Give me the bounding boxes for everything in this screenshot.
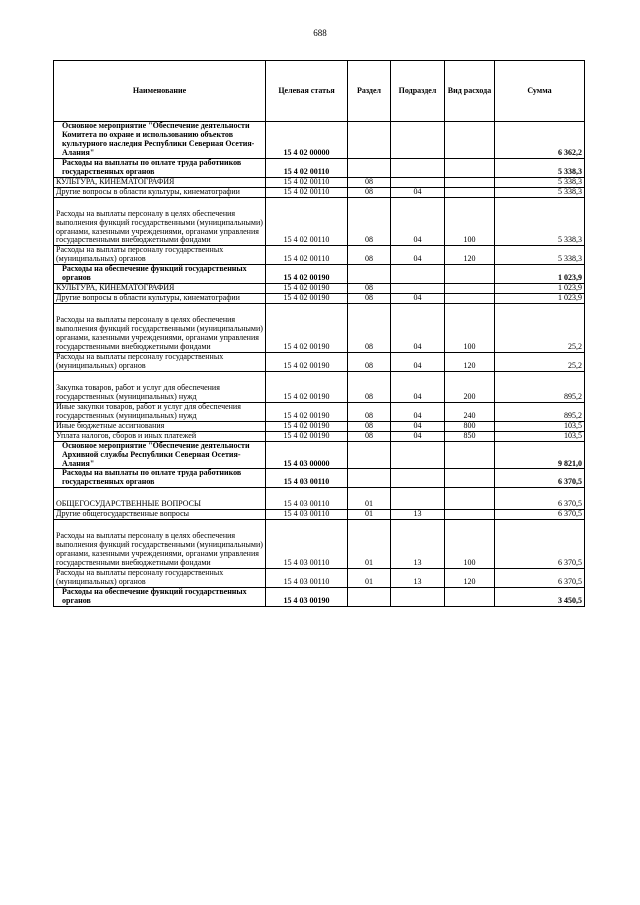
- row-expense-type: [445, 488, 495, 510]
- row-section: [348, 587, 391, 606]
- row-target-code: 15 4 02 00190: [266, 265, 348, 284]
- row-target-code: 15 4 02 00110: [266, 197, 348, 246]
- table-row: [54, 441, 585, 469]
- row-target-code: 15 4 02 00110: [266, 187, 348, 197]
- row-sum: 3 450,5: [495, 587, 585, 606]
- row-subsection: [391, 177, 445, 187]
- header-code: Целевая статья: [266, 61, 348, 122]
- table-row: [54, 402, 585, 421]
- row-name: Расходы на выплаты персоналу в целях обеспечения выполнения функций государственными (муниципальными) органами, казенными учреждениями, органами управления государственными внебюджетными фондами: [54, 197, 266, 246]
- table-row: [54, 510, 585, 520]
- row-expense-type: 850: [445, 431, 495, 441]
- row-subsection: [391, 158, 445, 177]
- row-target-code: 15 4 02 00190: [266, 402, 348, 421]
- row-subsection: 04: [391, 197, 445, 246]
- row-section: 08: [348, 187, 391, 197]
- row-expense-type: 240: [445, 402, 495, 421]
- table-row: [54, 569, 585, 588]
- row-subsection: 04: [391, 431, 445, 441]
- row-section: 01: [348, 510, 391, 520]
- row-expense-type: [445, 294, 495, 304]
- row-name: Расходы на выплаты персоналу в целях обеспечения выполнения функций государственными (муниципальными) органами, казенными учреждениями, органами управления государственными внебюджетными фондами: [54, 304, 266, 353]
- row-subsection: [391, 488, 445, 510]
- row-name: Расходы на выплаты персоналу государственных (муниципальных) органов: [54, 569, 266, 588]
- table-row: [54, 265, 585, 284]
- row-subsection: 04: [391, 371, 445, 402]
- row-expense-type: 100: [445, 197, 495, 246]
- row-section: 08: [348, 352, 391, 371]
- row-name: Основное мероприятие "Обеспечение деятельности Архивной службы Республики Северная Осетия-Алания": [54, 441, 266, 469]
- row-subsection: 04: [391, 246, 445, 265]
- table-row: [54, 246, 585, 265]
- row-subsection: 13: [391, 569, 445, 588]
- row-target-code: 15 4 03 00110: [266, 520, 348, 569]
- row-sum: 103,5: [495, 431, 585, 441]
- row-section: 08: [348, 421, 391, 431]
- row-name: Расходы на выплаты по оплате труда работников государственных органов: [54, 469, 266, 488]
- row-subsection: 04: [391, 294, 445, 304]
- row-subsection: 13: [391, 510, 445, 520]
- header-subsection: Подраздел: [391, 61, 445, 122]
- row-name: ОБЩЕГОСУДАРСТВЕННЫЕ ВОПРОСЫ: [54, 488, 266, 510]
- row-section: 01: [348, 520, 391, 569]
- row-sum: 6 370,5: [495, 488, 585, 510]
- header-sum: Сумма: [495, 61, 585, 122]
- row-target-code: 15 4 02 00110: [266, 158, 348, 177]
- row-subsection: [391, 122, 445, 159]
- row-target-code: 15 4 03 00110: [266, 569, 348, 588]
- row-subsection: [391, 469, 445, 488]
- table-row: [54, 197, 585, 246]
- row-name: Расходы на выплаты по оплате труда работников государственных органов: [54, 158, 266, 177]
- row-target-code: 15 4 03 00000: [266, 441, 348, 469]
- row-name: КУЛЬТУРА, КИНЕМАТОГРАФИЯ: [54, 284, 266, 294]
- row-expense-type: 100: [445, 304, 495, 353]
- row-name: Расходы на выплаты персоналу государственных (муниципальных) органов: [54, 352, 266, 371]
- row-expense-type: [445, 441, 495, 469]
- header-vid: Вид расхода: [445, 61, 495, 122]
- row-sum: 895,2: [495, 402, 585, 421]
- row-target-code: 15 4 02 00000: [266, 122, 348, 159]
- row-sum: 5 338,3: [495, 187, 585, 197]
- table-row: [54, 284, 585, 294]
- table-row: [54, 304, 585, 353]
- row-name: Расходы на обеспечение функций государственных органов: [54, 587, 266, 606]
- row-expense-type: 100: [445, 520, 495, 569]
- row-name: Другие вопросы в области культуры, кинематографии: [54, 187, 266, 197]
- table-row: [54, 371, 585, 402]
- row-subsection: 04: [391, 352, 445, 371]
- row-subsection: [391, 587, 445, 606]
- row-expense-type: 120: [445, 246, 495, 265]
- table-row: [54, 520, 585, 569]
- row-expense-type: 800: [445, 421, 495, 431]
- row-target-code: 15 4 02 00110: [266, 246, 348, 265]
- row-section: 08: [348, 197, 391, 246]
- row-expense-type: [445, 177, 495, 187]
- row-sum: 9 821,0: [495, 441, 585, 469]
- row-sum: 25,2: [495, 352, 585, 371]
- row-name: Другие общегосударственные вопросы: [54, 510, 266, 520]
- row-target-code: 15 4 02 00190: [266, 304, 348, 353]
- table-row: [54, 177, 585, 187]
- row-target-code: 15 4 03 00190: [266, 587, 348, 606]
- row-expense-type: [445, 587, 495, 606]
- row-section: 08: [348, 294, 391, 304]
- row-subsection: [391, 284, 445, 294]
- table-row: [54, 187, 585, 197]
- row-target-code: 15 4 02 00190: [266, 294, 348, 304]
- row-section: 01: [348, 488, 391, 510]
- row-target-code: 15 4 03 00110: [266, 488, 348, 510]
- row-name: Уплата налогов, сборов и иных платежей: [54, 431, 266, 441]
- row-sum: 6 370,5: [495, 569, 585, 588]
- table-row: [54, 469, 585, 488]
- row-target-code: 15 4 02 00190: [266, 352, 348, 371]
- row-section: 08: [348, 402, 391, 421]
- row-sum: 5 338,3: [495, 158, 585, 177]
- row-name: Другие вопросы в области культуры, кинематографии: [54, 294, 266, 304]
- row-section: [348, 469, 391, 488]
- row-section: [348, 158, 391, 177]
- row-target-code: 15 4 02 00190: [266, 371, 348, 402]
- row-name: Иные бюджетные ассигнования: [54, 421, 266, 431]
- row-section: 01: [348, 569, 391, 588]
- row-subsection: 04: [391, 304, 445, 353]
- row-section: 08: [348, 284, 391, 294]
- row-expense-type: [445, 187, 495, 197]
- row-section: 08: [348, 431, 391, 441]
- table-row: [54, 488, 585, 510]
- row-expense-type: 200: [445, 371, 495, 402]
- row-expense-type: [445, 158, 495, 177]
- table-row: [54, 587, 585, 606]
- row-section: 08: [348, 246, 391, 265]
- table-row: [54, 122, 585, 159]
- row-target-code: 15 4 02 00190: [266, 431, 348, 441]
- row-expense-type: 120: [445, 352, 495, 371]
- budget-table: [53, 60, 585, 607]
- row-name: Расходы на выплаты персоналу в целях обеспечения выполнения функций государственными (муниципальными) органами, казенными учреждениями, органами управления государственными внебюджетными фондами: [54, 520, 266, 569]
- row-target-code: 15 4 02 00110: [266, 177, 348, 187]
- page-number: 688: [313, 28, 327, 38]
- row-subsection: 13: [391, 520, 445, 569]
- row-sum: 1 023,9: [495, 294, 585, 304]
- row-section: [348, 122, 391, 159]
- table-row: [54, 158, 585, 177]
- row-section: 08: [348, 371, 391, 402]
- row-subsection: 04: [391, 187, 445, 197]
- row-sum: 5 338,3: [495, 246, 585, 265]
- row-section: 08: [348, 177, 391, 187]
- row-name: КУЛЬТУРА, КИНЕМАТОГРАФИЯ: [54, 177, 266, 187]
- row-sum: 1 023,9: [495, 265, 585, 284]
- row-subsection: 04: [391, 402, 445, 421]
- row-sum: 6 370,5: [495, 510, 585, 520]
- row-name: Расходы на обеспечение функций государственных органов: [54, 265, 266, 284]
- row-section: [348, 441, 391, 469]
- row-sum: 6 362,2: [495, 122, 585, 159]
- row-subsection: 04: [391, 421, 445, 431]
- row-target-code: 15 4 03 00110: [266, 510, 348, 520]
- table-row: [54, 421, 585, 431]
- row-expense-type: [445, 284, 495, 294]
- row-expense-type: 120: [445, 569, 495, 588]
- row-target-code: 15 4 02 00190: [266, 421, 348, 431]
- row-sum: 25,2: [495, 304, 585, 353]
- table-row: [54, 352, 585, 371]
- header-name: Наименование: [54, 61, 266, 122]
- table-header-row: [54, 61, 585, 122]
- row-expense-type: [445, 510, 495, 520]
- row-sum: 1 023,9: [495, 284, 585, 294]
- row-sum: 5 338,3: [495, 177, 585, 187]
- table-row: [54, 294, 585, 304]
- row-subsection: [391, 441, 445, 469]
- row-target-code: 15 4 02 00190: [266, 284, 348, 294]
- row-sum: 6 370,5: [495, 520, 585, 569]
- row-name: Основное мероприятие "Обеспечение деятельности Комитета по охране и использованию объектов культурного наследия Республики Северная Осетия-Алания": [54, 122, 266, 159]
- row-expense-type: [445, 265, 495, 284]
- row-name: Расходы на выплаты персоналу государственных (муниципальных) органов: [54, 246, 266, 265]
- row-section: 08: [348, 304, 391, 353]
- row-sum: 6 370,5: [495, 469, 585, 488]
- table-row: [54, 431, 585, 441]
- row-expense-type: [445, 469, 495, 488]
- row-name: Иные закупки товаров, работ и услуг для обеспечения государственных (муниципальных) нужд: [54, 402, 266, 421]
- row-expense-type: [445, 122, 495, 159]
- header-section: Раздел: [348, 61, 391, 122]
- row-name: Закупка товаров, работ и услуг для обеспечения государственных (муниципальных) нужд: [54, 371, 266, 402]
- row-target-code: 15 4 03 00110: [266, 469, 348, 488]
- row-section: [348, 265, 391, 284]
- row-sum: 5 338,3: [495, 197, 585, 246]
- row-sum: 103,5: [495, 421, 585, 431]
- row-subsection: [391, 265, 445, 284]
- row-sum: 895,2: [495, 371, 585, 402]
